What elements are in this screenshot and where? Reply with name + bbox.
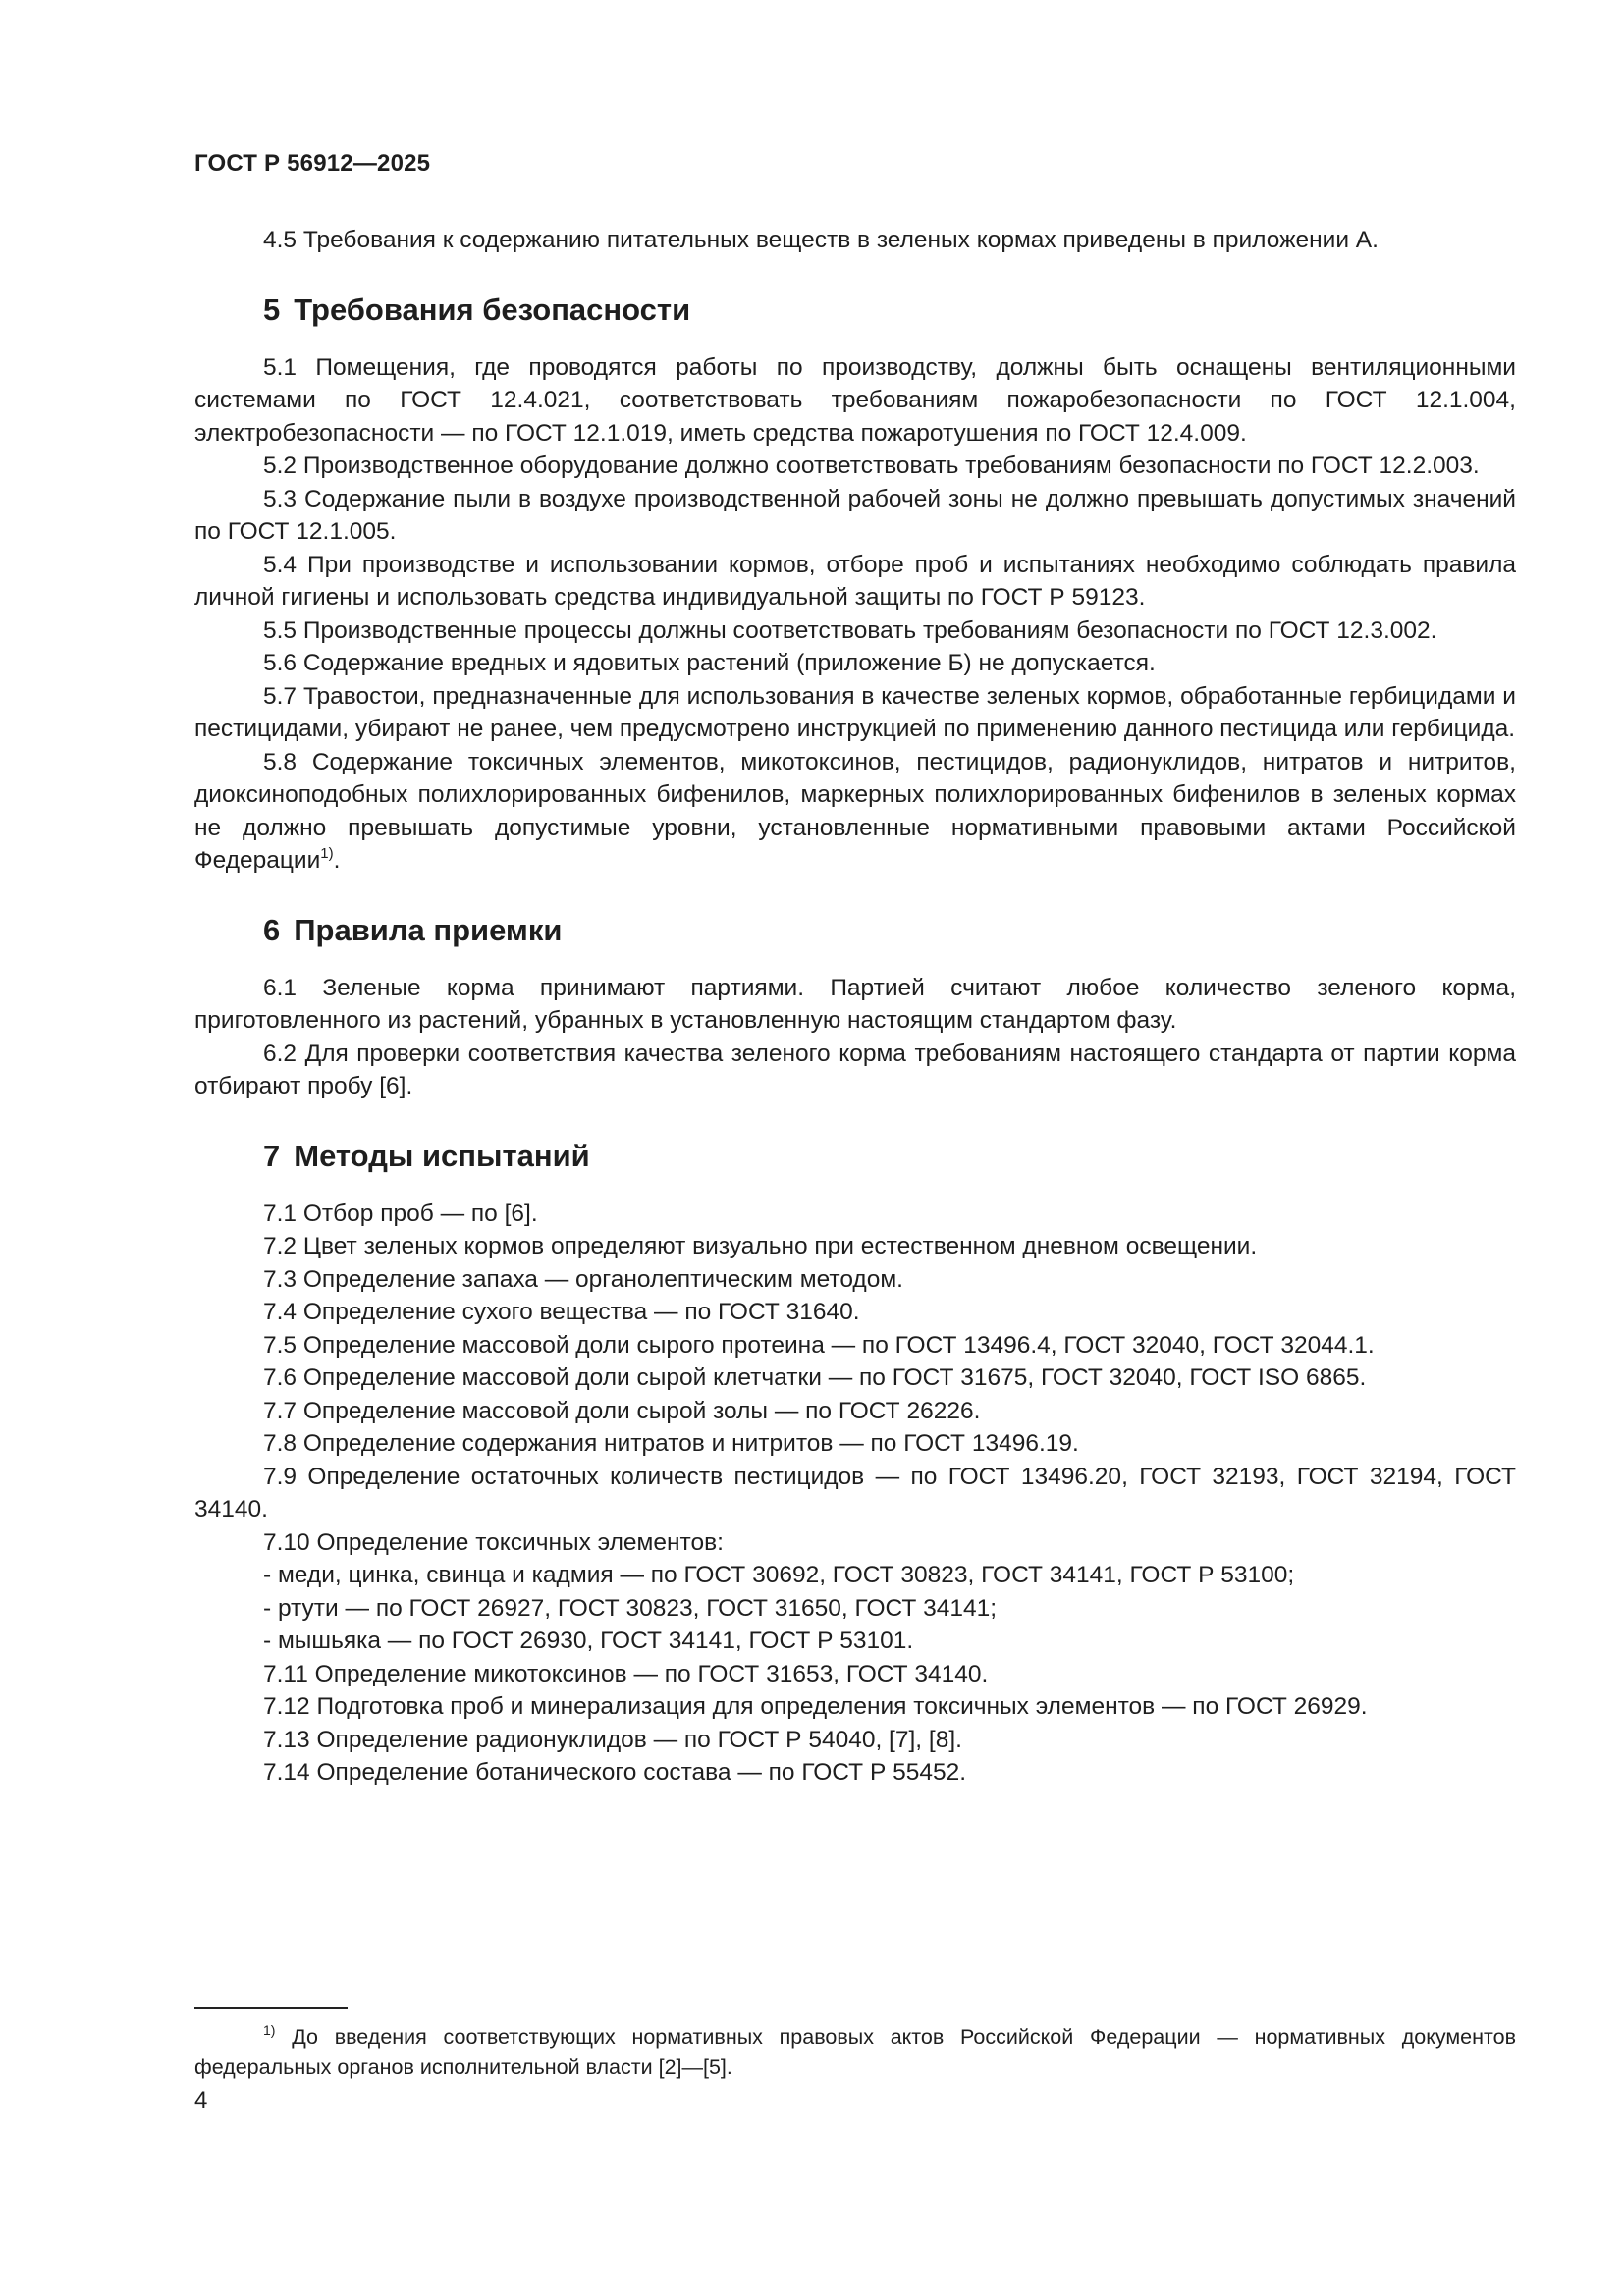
footnote-text: До введения соответствующих нормативных правовых актов Российской Федерации — нормативных документов федеральных органов исполнительной власти [2]—[5]. bbox=[194, 2025, 1516, 2079]
paragraph-5-3: 5.3 Содержание пыли в воздухе производственной рабочей зоны не должно превышать допустимых значений по ГОСТ 12.1.005. bbox=[194, 485, 1516, 545]
paragraph-5-6: 5.6 Содержание вредных и ядовитых растений (приложение Б) не допускается. bbox=[263, 650, 1156, 676]
paragraph-5-5: 5.5 Производственные процессы должны соответствовать требованиям безопасности по ГОСТ 12.3.002. bbox=[263, 616, 1437, 644]
footnote-mark: 1) bbox=[263, 2022, 276, 2038]
page-number: 4 bbox=[194, 2087, 208, 2113]
footnote bbox=[194, 2022, 1516, 2083]
paragraph-5-7: 5.7 Травостои, предназначенные для использования в качестве зеленых кормов, обработанные гербицидами и пестицидами, убирают не ранее, чем предусмотрено инструкцией по применению данного пестицида или гербицида. bbox=[194, 682, 1516, 742]
paragraph-7-7: 7.7 Определение массовой доли сырой золы — по ГОСТ 26226. bbox=[263, 1397, 981, 1424]
section-5-heading bbox=[263, 291, 1516, 330]
paragraph-5-8-text: 5.8 Содержание токсичных элементов, микотоксинов, пестицидов, радионуклидов, нитратов и нитритов, диоксиноподобных полихлорированных бифенилов, маркерных полихлорированных бифенилов в зеленых кормах не должно превышать допустимые уровни, установленные нормативными правовыми актами Российской Федерации bbox=[194, 748, 1516, 874]
paragraph-7-6: 7.6 Определение массовой доли сырой клетчатки — по ГОСТ 31675, ГОСТ 32040, ГОСТ ISO 6865. bbox=[263, 1364, 1367, 1391]
paragraph-7-5: 7.5 Определение массовой доли сырого протеина — по ГОСТ 13496.4, ГОСТ 32040, ГОСТ 32044.1. bbox=[263, 1331, 1375, 1359]
paragraph-7-8: 7.8 Определение содержания нитратов и нитритов — по ГОСТ 13496.19. bbox=[263, 1430, 1079, 1457]
section-number: 5 bbox=[263, 292, 281, 327]
footnote-divider bbox=[194, 2007, 348, 2009]
section-number: 6 bbox=[263, 912, 281, 947]
document-header: ГОСТ Р 56912—2025 bbox=[194, 150, 431, 177]
section-6-heading bbox=[263, 911, 1516, 950]
paragraph-6-1: 6.1 Зеленые корма принимают партиями. Партией считают любое количество зеленого корма, приготовленного из растений, убранных в установленную настоящим стандартом фазу. bbox=[194, 974, 1516, 1034]
list-item: - мышьяка — по ГОСТ 26930, ГОСТ 34141, ГОСТ Р 53101. bbox=[263, 1628, 914, 1654]
paragraph-7-1: 7.1 Отбор проб — по [6]. bbox=[263, 1200, 538, 1227]
paragraph-7-2: 7.2 Цвет зеленых кормов определяют визуально при естественном дневном освещении. bbox=[263, 1233, 1258, 1259]
document-body bbox=[194, 224, 1516, 1789]
paragraph-5-1: 5.1 Помещения, где проводятся работы по производству, должны быть оснащены вентиляционными системами по ГОСТ 12.4.021, соответствовать требованиям пожаробезопасности по ГОСТ 12.1.004, электробезопасности — по ГОСТ 12.1.019, иметь средства пожаротушения по ГОСТ 12.4.009. bbox=[194, 353, 1516, 447]
section-title: Требования безопасности bbox=[294, 292, 691, 327]
footnote-reference: 1) bbox=[320, 845, 334, 862]
paragraph-5-2: 5.2 Производственное оборудование должно соответствовать требованиям безопасности по ГОСТ 12.2.003. bbox=[263, 453, 1480, 479]
section-title: Методы испытаний bbox=[294, 1138, 590, 1173]
section-7-heading bbox=[263, 1137, 1516, 1176]
paragraph-7-10: 7.10 Определение токсичных элементов: bbox=[263, 1528, 724, 1556]
paragraph-7-9: 7.9 Определение остаточных количеств пестицидов — по ГОСТ 13496.20, ГОСТ 32193, ГОСТ 32194, ГОСТ 34140. bbox=[194, 1463, 1516, 1522]
section-number: 7 bbox=[263, 1138, 281, 1173]
paragraph-7-4: 7.4 Определение сухого вещества — по ГОСТ 31640. bbox=[263, 1299, 860, 1325]
paragraph-7-12: 7.12 Подготовка проб и минерализация для определения токсичных элементов — по ГОСТ 26929. bbox=[263, 1693, 1368, 1720]
section-title: Правила приемки bbox=[294, 912, 563, 947]
list-item: - ртути — по ГОСТ 26927, ГОСТ 30823, ГОСТ 31650, ГОСТ 34141; bbox=[263, 1594, 998, 1622]
paragraph-5-4: 5.4 При производстве и использовании кормов, отборе проб и испытаниях необходимо соблюдать правила личной гигиены и использовать средства индивидуальной защиты по ГОСТ Р 59123. bbox=[194, 551, 1516, 611]
paragraph-4-5: 4.5 Требования к содержанию питательных веществ в зеленых кормах приведены в приложении А. bbox=[263, 227, 1379, 253]
paragraph-7-11: 7.11 Определение микотоксинов — по ГОСТ 31653, ГОСТ 34140. bbox=[263, 1660, 989, 1687]
paragraph-7-3: 7.3 Определение запаха — органолептическим методом. bbox=[263, 1265, 903, 1293]
paragraph-5-8 bbox=[194, 746, 1516, 878]
paragraph-6-2: 6.2 Для проверки соответствия качества зеленого корма требованиям настоящего стандарта от партии корма отбирают пробу [6]. bbox=[194, 1040, 1516, 1099]
paragraph-7-14: 7.14 Определение ботанического состава — по ГОСТ Р 55452. bbox=[263, 1759, 967, 1786]
paragraph-7-13: 7.13 Определение радионуклидов — по ГОСТ Р 54040, [7], [8]. bbox=[263, 1726, 962, 1753]
paragraph-5-8-end: . bbox=[333, 847, 341, 874]
list-item: - меди, цинка, свинца и кадмия — по ГОСТ 30692, ГОСТ 30823, ГОСТ 34141, ГОСТ Р 53100; bbox=[263, 1562, 1295, 1588]
